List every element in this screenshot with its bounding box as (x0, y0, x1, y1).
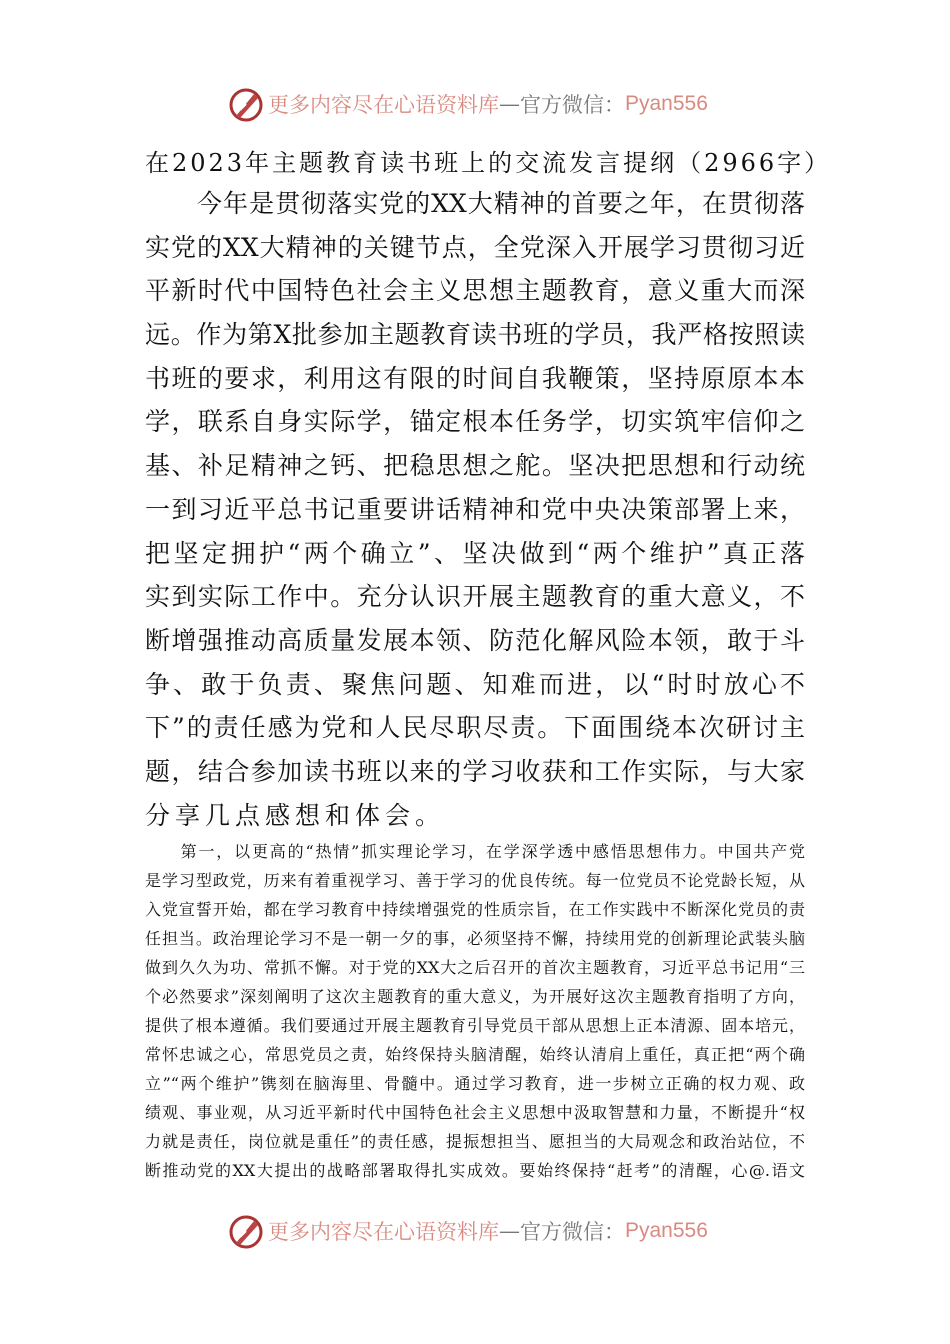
banner-wechat-label: 官方微信： (520, 1220, 625, 1244)
text-line: 做到久久为功、常抓不懈。对于党的XX大之后召开的首次主题教育，习近平总书记用“三 (145, 958, 805, 977)
text-line: 争、敢于负责、聚焦问题、知难而进，以“时时放心不 (145, 669, 805, 699)
text-line: 题，结合参加读书班以来的学习收获和工作实际，与大家 (145, 756, 805, 786)
banner-site-text: 更多内容尽在心语资料库 (268, 1220, 499, 1244)
text-line: 平新时代中国特色社会主义思想主题教育，意义重大而深 (145, 276, 805, 306)
pen-logo-icon (228, 1213, 264, 1249)
section-one-paragraph (145, 840, 805, 1188)
banner-dash: — (499, 92, 520, 116)
text-line: 是学习型政党，历来有着重视学习、善于学习的优良传统。每一位党员不论党龄长短，从 (145, 871, 805, 890)
text-line: 力就是责任，岗位就是重任”的责任感，提振想担当、愿担当的大局观念和政治站位，不 (145, 1132, 805, 1151)
intro-paragraph (145, 186, 805, 841)
text-line: 远。作为第X批参加主题教育读书班的学员，我严格按照读 (145, 320, 805, 350)
text-line: 实党的XX大精神的关键节点，全党深入开展学习贯彻习近 (145, 232, 805, 262)
text-line: 入党宣誓开始，都在学习教育中持续增强党的性质宗旨，在工作实践中不断深化党员的责 (145, 900, 805, 919)
text-line: 一到习近平总书记重要讲话精神和党中央决策部署上来， (145, 494, 805, 524)
text-line: 学，联系自身实际学，锚定根本任务学，切实筑牢信仰之 (145, 407, 805, 437)
text-line: 常怀忠诚之心，常思党员之责，始终保持头脑清醒，始终认清肩上重任，真正把“两个确 (145, 1045, 805, 1064)
text-line: 提供了根本遵循。我们要通过开展主题教育引导党员干部从思想上正本清源、固本培元， (145, 1016, 805, 1035)
document-title: 在2023年主题教育读书班上的交流发言提纲（2966字） (145, 149, 832, 177)
banner-dash: — (499, 1219, 520, 1243)
text-line: 立”“两个维护”镌刻在脑海里、骨髓中。通过学习教育，进一步树立正确的权力观、政 (145, 1074, 805, 1093)
text-line: 断增强推动高质量发展本领、防范化解风险本领，敢于斗 (145, 625, 805, 655)
banner-wechat-id: Pyan556 (625, 1219, 708, 1242)
footer-watermark-banner (228, 1211, 728, 1251)
pen-logo-icon (228, 86, 264, 122)
text-line: 把坚定拥护“两个确立”、坚决做到“两个维护”真正落 (145, 538, 805, 568)
text-line: 任担当。政治理论学习不是一朝一夕的事，必须坚持不懈，持续用党的创新理论武装头脑 (145, 929, 805, 948)
text-line: 基、补足精神之钙、把稳思想之舵。坚决把思想和行动统 (145, 451, 805, 481)
text-line: 绩观、事业观，从习近平新时代中国特色社会主义思想中汲取智慧和力量，不断提升“权 (145, 1103, 805, 1122)
text-line: 今年是贯彻落实党的XX大精神的首要之年，在贯彻落 (145, 189, 805, 218)
text-line: 分享几点感想和体会。 (145, 800, 446, 830)
header-watermark-banner (228, 84, 728, 124)
text-line: 下”的责任感为党和人民尽职尽责。下面围绕本次研讨主 (145, 713, 805, 743)
banner-wechat-label: 官方微信： (520, 93, 625, 117)
text-line: 断推动党的XX大提出的战略部署取得扎实成效。要始终保持“赶考”的清醒，心@.语文 (145, 1161, 805, 1180)
text-line: 第一，以更高的“热情”抓实理论学习，在学深学透中感悟思想伟力。中国共产党 (145, 842, 805, 861)
text-line: 实到实际工作中。充分认识开展主题教育的重大意义，不 (145, 582, 805, 612)
banner-wechat-id: Pyan556 (625, 92, 708, 115)
text-line: 个必然要求”深刻阐明了这次主题教育的重大意义，为开展好这次主题教育指明了方向， (145, 987, 805, 1006)
banner-site-text: 更多内容尽在心语资料库 (268, 93, 499, 117)
text-line: 书班的要求，利用这有限的时间自我鞭策，坚持原原本本 (145, 363, 805, 393)
